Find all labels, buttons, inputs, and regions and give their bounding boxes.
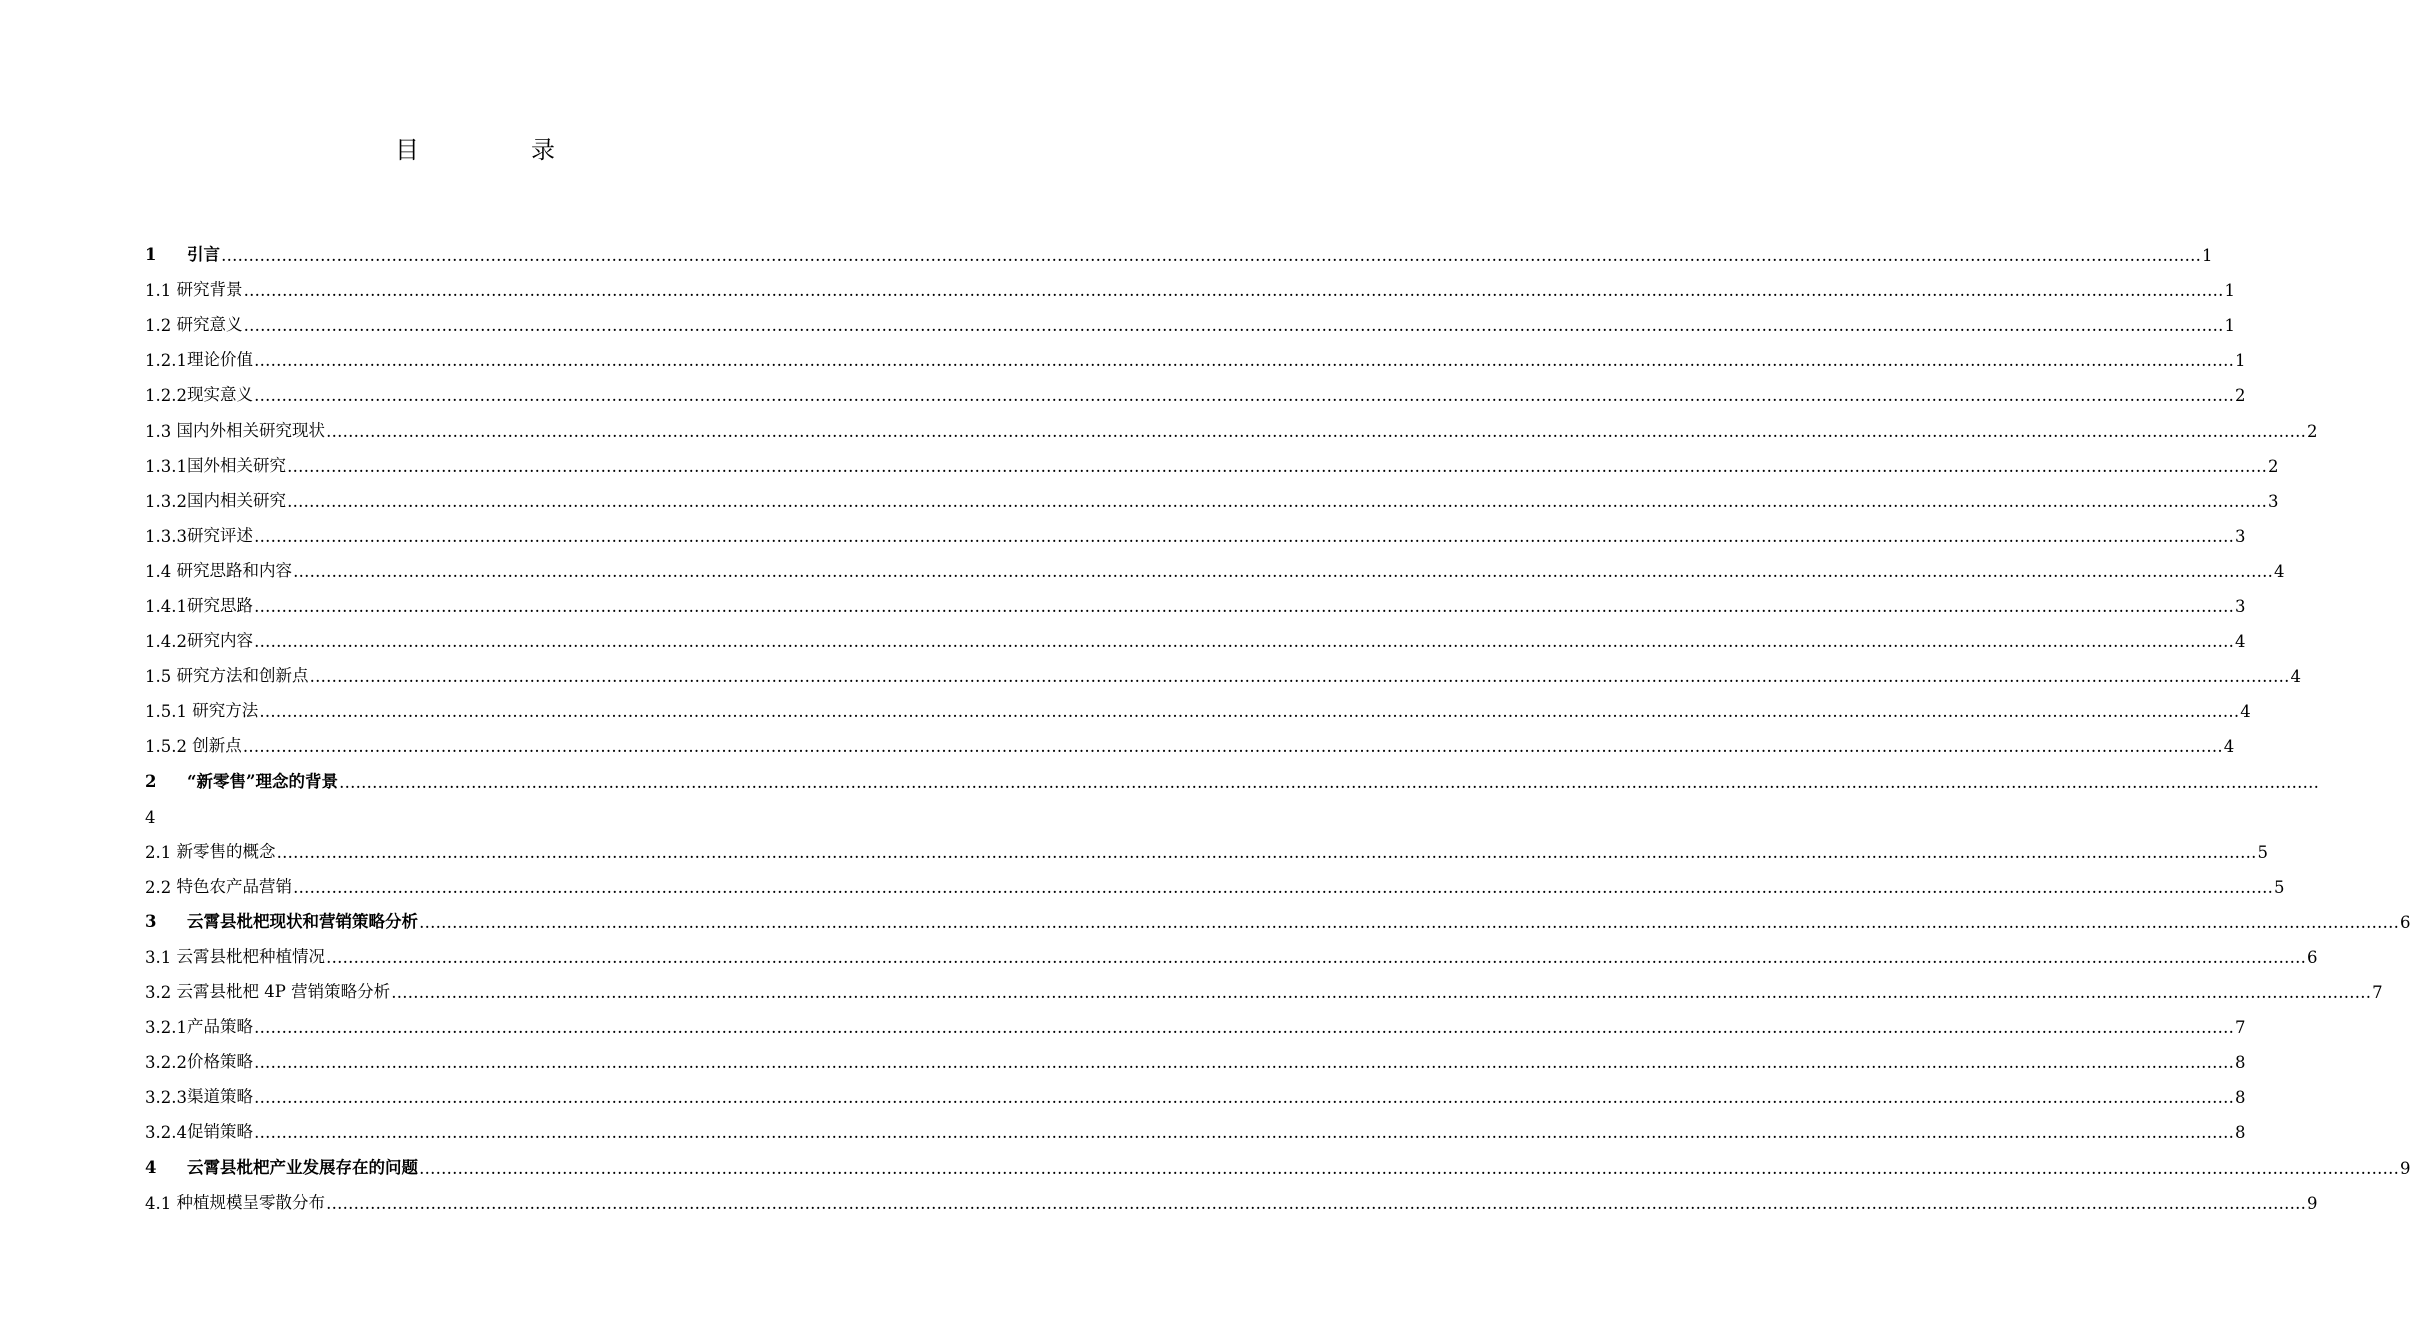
- toc-section-number: 3.2.2: [145, 1053, 187, 1073]
- toc-entry[interactable]: [145, 792, 807, 827]
- toc-section-title: 产品策略: [186, 1017, 253, 1037]
- toc-leader-dots: ………………………………………………………………………………………………………………………………………………………………………………………………………………………………………………………………………………………………………………………………: [326, 1193, 2306, 1213]
- toc-entry[interactable]: [145, 756, 2319, 792]
- toc-entry[interactable]: [145, 897, 2410, 932]
- toc-leader-dots: ………………………………………………………………………………………………………………………………………………………………………………………………………………………………………………………………………………………………………………………………: [326, 421, 2306, 441]
- toc-leader-dots: ………………………………………………………………………………………………………………………………………………………………………………………………………………………………………………………………………………………………………………………………: [286, 491, 2267, 511]
- toc-section-number: 3.2.1: [145, 1018, 187, 1038]
- toc-page-number: 7: [2372, 983, 2383, 1003]
- toc-section-title: 国外相关研究: [186, 455, 286, 475]
- toc-section-title: 特色农产品营销: [176, 876, 292, 896]
- toc-section-title: 研究思路和内容: [176, 560, 292, 580]
- toc-section-number: 4: [145, 1157, 173, 1177]
- toc-section-title: 研究背景: [176, 280, 243, 300]
- toc-leader-dots: ………………………………………………………………………………………………………………………………………………………………………………………………………………………………………………………………………………………………………………………………: [326, 947, 2306, 967]
- toc-page-number: 3: [2267, 491, 2279, 511]
- toc-entry[interactable]: [145, 1178, 2318, 1213]
- toc-leader-dots: ………………………………………………………………………………………………………………………………………………………………………………………………………………………………………………………………………………………………………………………………: [242, 737, 2223, 757]
- toc-page-number: 8: [2234, 1053, 2246, 1073]
- toc-entry[interactable]: [145, 1037, 2246, 1073]
- toc-page-number: 4: [2290, 667, 2301, 687]
- toc-page-number: 4: [2240, 702, 2251, 722]
- toc-leader-dots: ………………………………………………………………………………………………………………………………………………………………………………………………………………………………………………………………………………………………………………………………: [253, 351, 2234, 371]
- toc-page-number: 4: [2234, 632, 2246, 652]
- toc-page-number: 8: [2234, 1123, 2246, 1143]
- toc-entry[interactable]: [145, 721, 2235, 757]
- toc-section-number: 1.5: [145, 667, 177, 687]
- toc-leader-dots: ………………………………………………………………………………………………………………………………………………………………………………………………………………………………………………………………………………………………………………………………: [220, 246, 2201, 266]
- toc-section-title: 研究方法和创新点: [176, 666, 309, 686]
- toc-page-number: 9: [2307, 1193, 2318, 1213]
- toc-page-number: 8: [2234, 1088, 2246, 1108]
- toc-leader-dots: ………………………………………………………………………………………………………………………………………………………………………………………………………………………………………………………………………………………………………………………………: [253, 1123, 2234, 1143]
- toc-section-title: 研究评述: [186, 525, 253, 545]
- toc-leader-dots: ………………………………………………………………………………………………………………………………………………………………………………………………………………………………………………………………………………………………………………………………: [253, 386, 2234, 406]
- toc-entry[interactable]: [145, 511, 2246, 546]
- toc-section-title: 研究方法: [192, 701, 259, 721]
- toc-entry[interactable]: [145, 862, 2285, 897]
- toc-section-title: 研究内容: [186, 631, 253, 651]
- toc-section-title: 云霄县枇杷种植情况: [176, 946, 325, 966]
- toc-section-title: 云霄县枇杷 4P 营销策略分析: [176, 982, 391, 1002]
- toc-section-title: 引言: [186, 245, 220, 265]
- toc-leader-dots: ………………………………………………………………………………………………………………………………………………………………………………………………………………………………………………………………………………………………………………………………: [309, 667, 2290, 687]
- toc-leader-dots: ………………………………………………………………………………………………………………………………………………………………………………………………………………………………………………………………………………………………………………………………: [259, 702, 2240, 722]
- toc-entry[interactable]: [145, 335, 2246, 371]
- toc-page-number: 2: [2307, 421, 2318, 441]
- toc-entry[interactable]: [145, 1002, 2246, 1038]
- toc-section-number: 1.3: [145, 421, 177, 441]
- toc-entry[interactable]: [145, 827, 2268, 862]
- toc-entry[interactable]: [145, 265, 2235, 301]
- toc-entry[interactable]: [145, 1072, 2246, 1108]
- toc-leader-dots: ………………………………………………………………………………………………………………………………………………………………………………………………………………………………………………………………………………………………………………………………: [338, 772, 2319, 792]
- toc-section-title: 国内外相关研究现状: [176, 420, 325, 440]
- toc-page-number: 5: [2257, 842, 2268, 862]
- toc-entry[interactable]: [145, 441, 2279, 476]
- toc-section-title: 研究思路: [186, 596, 253, 616]
- toc-section-title: 国内相关研究: [186, 490, 286, 510]
- toc-section-title: 渠道策略: [186, 1087, 253, 1107]
- toc-section-number: 1.2.1: [145, 351, 187, 371]
- toc-section-number: 4.1: [145, 1193, 177, 1213]
- toc-leader-dots: ………………………………………………………………………………………………………………………………………………………………………………………………………………………………………………………………………………………………………………………………: [293, 877, 2273, 897]
- toc-entry[interactable]: [145, 932, 2318, 967]
- toc-section-number: 1.3.1: [145, 456, 187, 476]
- toc-page-number: 4: [2223, 737, 2235, 757]
- toc-entry[interactable]: [145, 581, 2246, 617]
- toc-section-number: 1.3.2: [145, 491, 187, 511]
- toc-section-number: 2.2: [145, 877, 177, 897]
- toc-section-number: 1: [145, 245, 173, 265]
- toc-leader-dots: ………………………………………………………………………………………………………………………………………………………………………………………………………………………………………………………………………………………………………………………………: [293, 561, 2273, 581]
- toc-leader-dots: ………………………………………………………………………………………………………………………………………………………………………………………………………………………………………………………………………………………………………………………………: [253, 597, 2234, 617]
- toc-section-title: 云霄县枇杷现状和营销策略分析: [186, 911, 418, 931]
- toc-section-title: 新零售的概念: [176, 841, 276, 861]
- toc-leader-dots: ………………………………………………………………………………………………………………………………………………………………………………………………………………………………………………………………………………………………………………………………: [253, 632, 2234, 652]
- toc-leader-dots: ………………………………………………………………………………………………………………………………………………………………………………………………………………………………………………………………………………………………………………………………: [418, 912, 2399, 932]
- toc-section-number: 1.1: [145, 281, 177, 301]
- toc-page-number: 4: [145, 807, 156, 827]
- toc-section-number: 2.1: [145, 842, 177, 862]
- toc-entry[interactable]: [145, 405, 2318, 441]
- toc-section-number: 1.5.2: [145, 737, 193, 757]
- toc-leader-dots: ………………………………………………………………………………………………………………………………………………………………………………………………………………………………………………………………………………………………………………………………: [243, 281, 2224, 301]
- toc-leader-dots: ………………………………………………………………………………………………………………………………………………………………………………………………………………………………………………………………………………………………………………………………: [391, 983, 2372, 1003]
- toc-page-number: 7: [2234, 1018, 2246, 1038]
- page-title: 目 录: [395, 136, 599, 164]
- table-of-contents: [145, 230, 2410, 1213]
- toc-section-number: 1.4.1: [145, 597, 187, 617]
- toc-section-title: 现实意义: [186, 385, 253, 405]
- toc-leader-dots: ………………………………………………………………………………………………………………………………………………………………………………………………………………………………………………………………………………………………………………………………: [276, 842, 2257, 862]
- toc-entry[interactable]: [145, 686, 2251, 722]
- toc-section-number: 3.1: [145, 947, 177, 967]
- toc-page-number: 3: [2234, 526, 2246, 546]
- toc-entry[interactable]: [145, 1142, 2410, 1178]
- toc-section-title: 研究意义: [176, 315, 243, 335]
- toc-section-number: 1.2.2: [145, 386, 187, 406]
- toc-entry[interactable]: [145, 651, 2301, 687]
- toc-page-number: 1: [2201, 246, 2213, 266]
- toc-leader-dots: ………………………………………………………………………………………………………………………………………………………………………………………………………………………………………………………………………………………………………………………………: [418, 1158, 2399, 1178]
- toc-section-number: 1.4: [145, 561, 177, 581]
- toc-page-number: 9: [2399, 1158, 2410, 1178]
- toc-leader-dots: ………………………………………………………………………………………………………………………………………………………………………………………………………………………………………………………………………………………………………………………………: [253, 1053, 2234, 1073]
- toc-section-title: 种植规模呈零散分布: [176, 1192, 325, 1212]
- toc-section-number: 1.5.1: [145, 702, 193, 722]
- toc-section-title: 理论价值: [186, 350, 253, 370]
- toc-section-title: 创新点: [192, 736, 242, 756]
- toc-page-number: 6: [2307, 947, 2318, 967]
- toc-leader-dots: ………………………………………………………………………………………………………………………………………………………………………………………………………………………………………………………………………………………………………………………………: [253, 1018, 2234, 1038]
- toc-page-number: 2: [2234, 386, 2246, 406]
- toc-section-title: 价格策略: [186, 1052, 253, 1072]
- toc-entry[interactable]: [145, 967, 2383, 1003]
- toc-page-number: 6: [2399, 912, 2410, 932]
- toc-page-number: 1: [2224, 281, 2235, 301]
- toc-leader-dots: ………………………………………………………………………………………………………………………………………………………………………………………………………………………………………………………………………………………………………………………………: [286, 456, 2267, 476]
- toc-section-number: 1.4.2: [145, 632, 187, 652]
- toc-page-number: 1: [2234, 351, 2246, 371]
- toc-section-number: 3: [145, 911, 173, 931]
- toc-leader-dots: ………………………………………………………………………………………………………………………………………………………………………………………………………………………………………………………………………………………………………………………………: [253, 526, 2234, 546]
- toc-section-title: “新零售”理念的背景: [186, 771, 338, 791]
- toc-section-title: 云霄县枇杷产业发展存在的问题: [186, 1157, 418, 1177]
- toc-entry[interactable]: [145, 230, 2213, 266]
- toc-page-number: 4: [2274, 561, 2285, 581]
- toc-section-number: 3.2.3: [145, 1088, 187, 1108]
- toc-section-number: 1.3.3: [145, 526, 187, 546]
- toc-page-number: 5: [2274, 877, 2285, 897]
- toc-entry[interactable]: [145, 476, 2279, 511]
- toc-entry[interactable]: [145, 370, 2246, 406]
- toc-leader-dots: ………………………………………………………………………………………………………………………………………………………………………………………………………………………………………………………………………………………………………………………………: [243, 316, 2224, 336]
- toc-section-number: 3.2: [145, 983, 177, 1003]
- toc-page-number: 3: [2234, 597, 2246, 617]
- toc-section-title: 促销策略: [186, 1122, 253, 1142]
- toc-section-number: 1.2: [145, 316, 177, 336]
- toc-page-number: 1: [2224, 316, 2235, 336]
- toc-page-number: 2: [2267, 456, 2279, 476]
- toc-section-number: 3.2.4: [145, 1123, 187, 1143]
- toc-section-number: 2: [145, 771, 173, 791]
- toc-entry[interactable]: [145, 616, 2246, 652]
- toc-leader-dots: ………………………………………………………………………………………………………………………………………………………………………………………………………………………………………………………………………………………………………………………………: [253, 1088, 2234, 1108]
- toc-entry[interactable]: [145, 1107, 2246, 1143]
- toc-entry[interactable]: [145, 546, 2285, 581]
- toc-entry[interactable]: [145, 300, 2235, 336]
